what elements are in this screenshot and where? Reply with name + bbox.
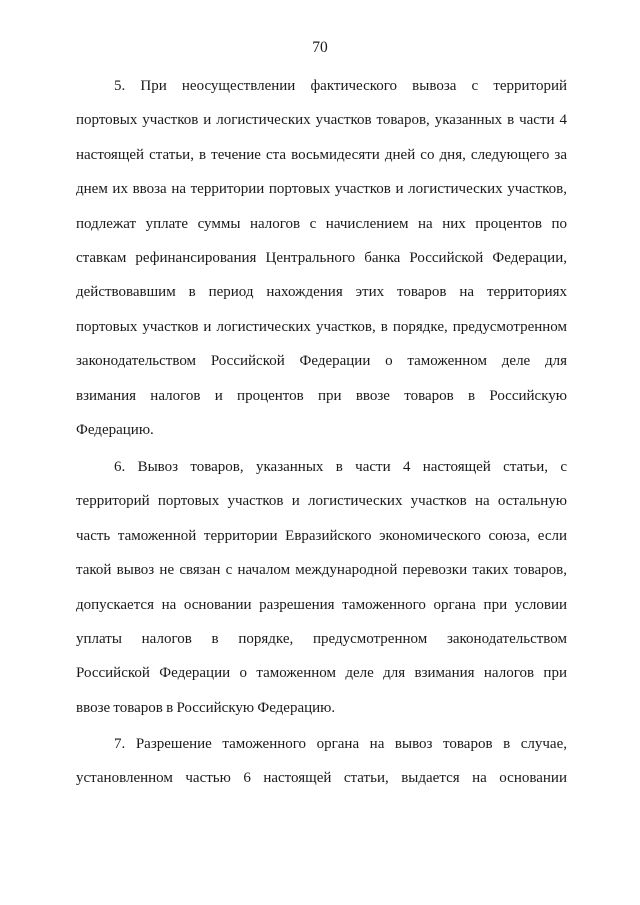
paragraph-line: часть таможенной территории Евразийского экономического союза, если [76, 527, 567, 544]
paragraph-line: законодательством Российской Федерации о таможенном деле для [76, 353, 567, 370]
paragraph-line: подлежат уплате суммы налогов с начислением на них процентов по [76, 215, 567, 232]
paragraph-line: уплаты налогов в порядке, предусмотренном законодательством [76, 630, 567, 647]
paragraph-line: Федерацию. [76, 421, 154, 438]
page-number: 70 [312, 39, 328, 56]
paragraph-line: ввозе товаров в Российскую Федерацию. [76, 699, 336, 716]
paragraph-line: допускается на основании разрешения таможенного органа при условии [76, 596, 567, 613]
paragraph-line: днем их ввоза на территории портовых участков и логистических участков, [76, 181, 567, 198]
paragraph-line: взимания налогов и процентов при ввозе товаров в Российскую [76, 387, 567, 404]
paragraph-line: установленном частью 6 настоящей статьи, выдается на основании [76, 770, 567, 787]
paragraph-line: 5. При неосуществлении фактического вывоза с территорий [114, 78, 567, 94]
paragraph-line: действовавшим в период нахождения этих товаров на территориях [76, 284, 567, 301]
paragraph-line: территорий портовых участков и логистических участков на остальную [76, 493, 567, 510]
paragraph-line: 7. Разрешение таможенного органа на вывоз товаров в случае, [114, 736, 567, 752]
paragraph-5 [76, 76, 567, 454]
paragraph-line: ставкам рефинансирования Центрального банка Российской Федерации, [76, 249, 567, 266]
paragraph-line: 6. Вывоз товаров, указанных в части 4 настоящей статьи, с [114, 459, 567, 475]
paragraph-line: портовых участков и логистических участков товаров, указанных в части 4 [76, 112, 567, 129]
paragraph-7 [76, 734, 567, 803]
paragraph-line: Российской Федерации о таможенном деле для взимания налогов при [76, 665, 567, 682]
paragraph-6 [76, 457, 567, 732]
paragraph-line: настоящей статьи, в течение ста восьмидесяти дней со дня, следующего за [76, 146, 567, 163]
paragraph-line: такой вывоз не связан с началом международной перевозки таких товаров, [76, 562, 567, 579]
paragraph-line: портовых участков и логистических участков, в порядке, предусмотренном [76, 318, 567, 335]
